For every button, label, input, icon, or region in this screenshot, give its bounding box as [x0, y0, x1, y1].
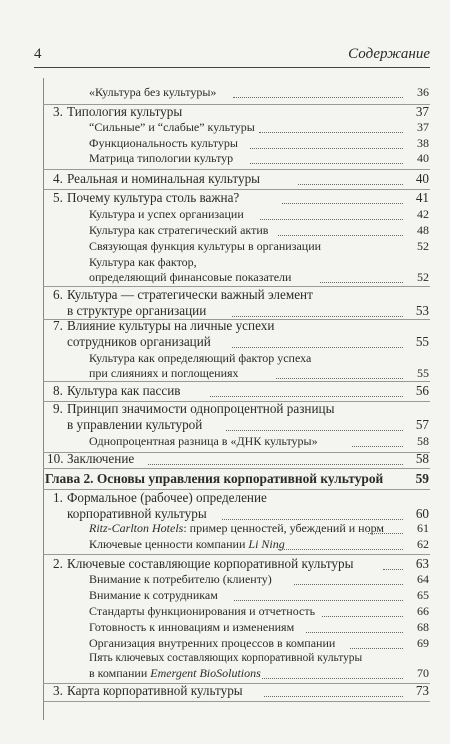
leader-dots [250, 148, 403, 149]
left-margin-rule [43, 78, 44, 720]
toc-entry-page: 37 [417, 120, 429, 134]
toc-entry-title: определяющий финансовые показатели [89, 270, 292, 284]
leader-dots [276, 378, 403, 379]
toc-entry-title: Заключение [67, 451, 135, 466]
leader-dots [222, 519, 403, 520]
toc-entry-page: 60 [415, 506, 429, 521]
toc-entry-page: 40 [417, 151, 429, 165]
toc-entry-title [89, 666, 261, 681]
toc-entry-page: 48 [417, 223, 429, 237]
toc-entry-page: 38 [417, 136, 429, 150]
toc-entry-page: 52 [417, 270, 429, 284]
toc-entry-title: в управлении культурой [67, 417, 203, 432]
leader-dots [368, 533, 403, 534]
leader-dots [233, 97, 403, 98]
toc-entry-number: 4. [53, 171, 63, 186]
company-name: Li Ning [248, 537, 285, 551]
separator [43, 468, 430, 469]
leader-dots [306, 632, 403, 633]
leader-dots [278, 235, 403, 236]
toc-entry-page: 66 [417, 604, 429, 618]
toc-entry-title-rest: в компании [89, 666, 151, 680]
leader-dots [322, 616, 403, 617]
toc-entry-page: 55 [417, 366, 429, 380]
toc-entry-title: Внимание к сотрудникам [89, 588, 218, 602]
toc-entry-title: Реальная и номинальная культуры [67, 171, 261, 186]
toc-entry-page: 42 [417, 207, 429, 221]
toc-entry-number: 5. [53, 190, 63, 205]
page-header [34, 46, 430, 66]
toc-entry-number: 10. [47, 451, 64, 466]
toc-entry-number: 9. [53, 401, 63, 416]
toc-entry-title: Культура как пассив [67, 383, 181, 398]
toc-entry-title-line1: Культура как определяющий фактор успеха [89, 351, 312, 365]
toc-entry-page: 68 [417, 620, 429, 634]
toc-entry-title: Карта корпоративной культуры [67, 683, 243, 698]
toc-entry-page: 59 [415, 471, 429, 486]
leader-dots [210, 396, 403, 397]
leader-dots [232, 316, 403, 317]
toc-entry-number: 3. [53, 683, 63, 698]
leader-dots [262, 678, 403, 679]
toc-entry-number: 1. [53, 490, 63, 505]
toc-entry-page: 64 [417, 572, 429, 586]
toc-entry-page: 53 [415, 303, 429, 318]
company-name: Emergent BioSolutions [150, 666, 261, 680]
separator [43, 381, 430, 382]
toc-entry-page: 63 [415, 556, 429, 571]
toc-entry-page: 57 [415, 417, 429, 432]
toc-entry-number: 8. [53, 383, 63, 398]
header-rule [34, 67, 430, 68]
toc-entry-title: Однопроцентная разница в «ДНК культуры» [89, 434, 318, 448]
toc-entry-title: при слияниях и поглощениях [89, 366, 239, 380]
toc-entry-title-line1: Пять ключевых составляющих корпоративной культуры [89, 652, 363, 664]
toc-entry-title-rest: Ключевые ценности компании [89, 537, 249, 551]
toc-entry-page: 41 [415, 190, 429, 205]
toc-entry-page: 70 [417, 666, 429, 680]
toc-entry-page: 61 [417, 521, 429, 535]
toc-entry-title: Ключевые составляющие корпоративной культуры [67, 556, 354, 571]
toc-entry-page: 56 [415, 383, 429, 398]
toc-entry-title-line1: Принцип значимости однопроцентной разницы [67, 401, 335, 416]
toc-entry-page: 52 [417, 239, 429, 253]
toc-entry-page: 58 [415, 451, 429, 466]
toc-entry-title-line1: Культура как фактор, [89, 255, 197, 269]
toc-entry-title: “Сильные” и “слабые” культуры [89, 120, 255, 134]
toc-entry-page: 73 [415, 683, 429, 698]
toc-entry-page: 62 [417, 537, 429, 551]
toc-entry-title-line1: Влияние культуры на личные успехи [67, 318, 275, 333]
leader-dots [148, 464, 403, 465]
toc-entry-title: Функциональность культуры [89, 136, 238, 150]
toc-entry-title: «Культура без культуры» [89, 85, 217, 99]
leader-dots [352, 446, 403, 447]
separator [43, 554, 430, 555]
leader-dots [320, 282, 403, 283]
leader-dots [282, 203, 403, 204]
toc-entry-title: Матрица типологии культур [89, 151, 234, 165]
toc-entry-title: в структуре организации [67, 303, 207, 318]
company-name: Ritz-Carlton Hotels [89, 521, 184, 535]
toc-entry-title: сотрудников организаций [67, 334, 211, 349]
leader-dots [350, 648, 403, 649]
toc-entry-title: Внимание к потребителю (клиенту) [89, 572, 272, 586]
toc-entry-title: Стандарты функционирования и отчетность [89, 604, 316, 618]
toc-entry-title: Почему культура столь важна? [67, 190, 240, 205]
toc-entry-title: Связующая функция культуры в организации [89, 239, 322, 253]
toc-entry-page: 55 [415, 334, 429, 349]
leader-dots [383, 569, 403, 570]
running-title: Содержание [348, 46, 430, 62]
toc-entry-page: 65 [417, 588, 429, 602]
page-number: 4 [34, 46, 42, 62]
toc-entry-page: 36 [417, 85, 429, 99]
toc-entry-page: 69 [417, 636, 429, 650]
leader-dots [294, 584, 403, 585]
leader-dots [264, 696, 403, 697]
leader-dots [278, 549, 403, 550]
toc-entry-title [89, 521, 384, 536]
toc-entry-title [89, 537, 285, 552]
leader-dots [298, 184, 403, 185]
toc-entry-page: 37 [415, 104, 429, 119]
toc-entry-title: Культура и успех организации [89, 207, 244, 221]
toc-entry-number: 3. [53, 104, 63, 119]
leader-dots [250, 163, 403, 164]
toc-entry-title: корпоративной культуры [67, 506, 207, 521]
toc-entry-title: Готовность к инновациям и изменениям [89, 620, 295, 634]
leader-dots [260, 219, 403, 220]
toc-entry-title: Типология культуры [67, 104, 183, 119]
separator [43, 701, 430, 702]
leader-dots [234, 600, 403, 601]
toc-entry-title: Организация внутренних процессов в компании [89, 636, 336, 650]
toc-entry-page: 40 [415, 171, 429, 186]
toc-entry-number: 2. [53, 556, 63, 571]
toc-entry-number: 6. [53, 287, 63, 302]
toc-entry-title-rest: : пример ценностей, убеждений и норм [183, 521, 385, 535]
toc-entry-title: Культура как стратегический актив [89, 223, 269, 237]
leader-dots [259, 132, 403, 133]
toc-entry-number: 7. [53, 318, 63, 333]
separator [43, 169, 430, 170]
toc-entry-title-line1: Формальное (рабочее) определение [67, 490, 267, 505]
toc-entry-page: 58 [417, 434, 429, 448]
leader-dots [226, 430, 403, 431]
leader-dots [232, 347, 403, 348]
toc-entry-title-line1: Культура — стратегически важный элемент [67, 287, 313, 302]
toc-chapter-title: Глава 2. Основы управления корпоративной культурой [45, 471, 384, 486]
